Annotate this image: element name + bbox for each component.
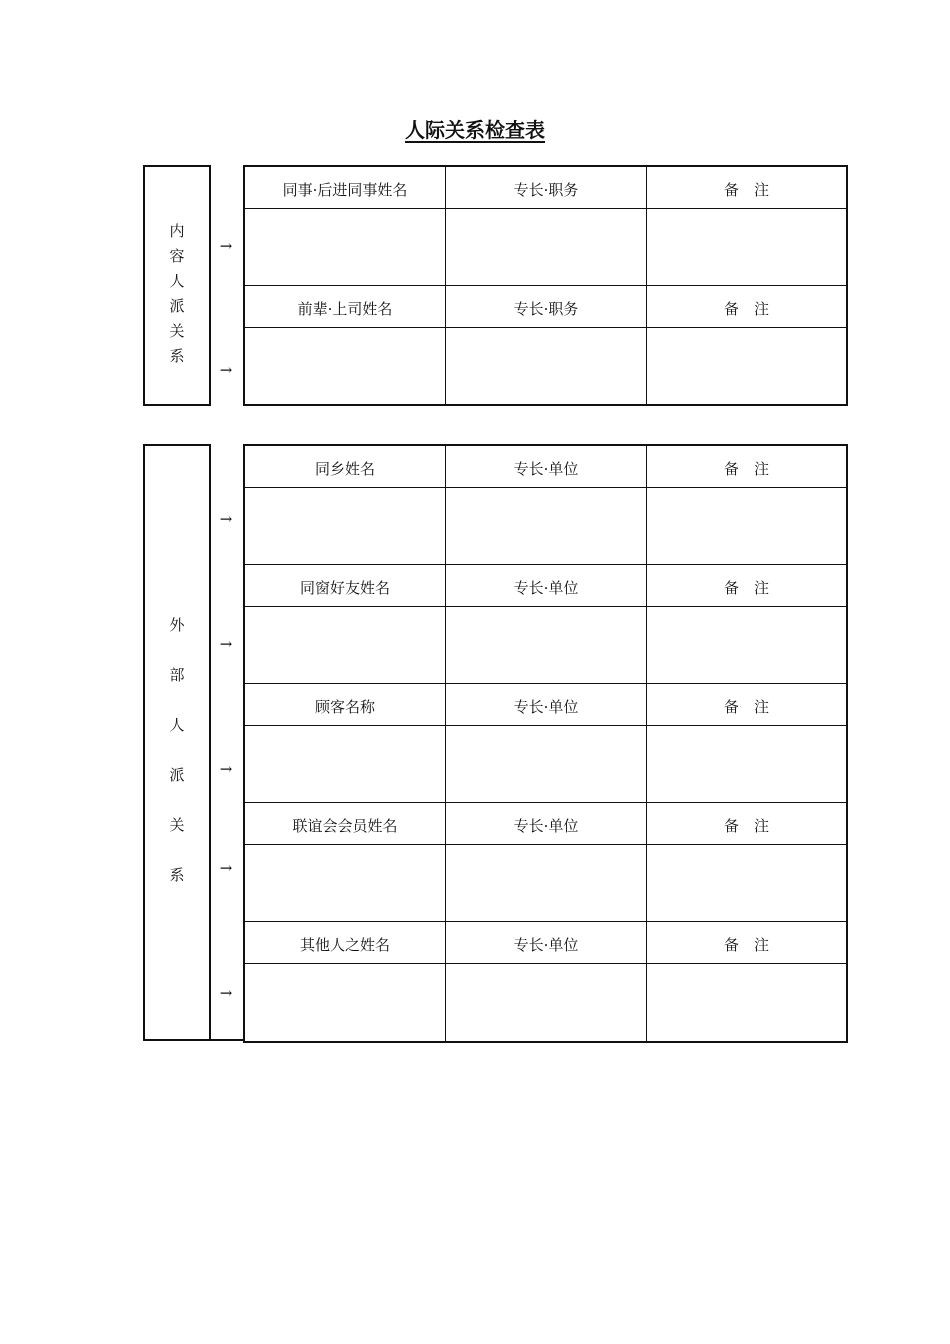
internal-label-char: 派 [169,297,185,315]
arrow-icon: → [219,859,233,877]
name-header: 同窗好友姓名 [299,579,390,597]
table-header-row [245,565,846,607]
internal-label-char: 容 [169,247,185,265]
specialty-header: 专长·单位 [513,460,579,478]
specialty-header: 专长·职务 [513,300,579,318]
table-header-row [245,684,846,726]
table-header-row [245,167,846,209]
external-divider [209,444,211,1040]
note-input-cell[interactable] [647,964,846,1041]
specialty-input-cell[interactable] [446,328,647,404]
arrow-icon: → [219,760,233,778]
arrow-icon: → [219,237,233,255]
external-label-char: 人 [169,716,185,734]
internal-divider [209,165,211,406]
name-header: 前辈·上司姓名 [297,300,393,318]
name-header: 其他人之姓名 [299,936,390,954]
internal-label-char: 系 [169,347,185,365]
external-label-char: 系 [169,866,185,884]
note-header: 备 注 [723,936,769,954]
external-label-char: 部 [169,666,185,684]
internal-label-char: 人 [169,272,185,290]
arrow-icon: → [219,984,233,1002]
table-row [245,328,846,404]
name-input-cell[interactable] [245,488,446,564]
specialty-header: 专长·单位 [513,698,579,716]
name-input-cell[interactable] [245,607,446,683]
table-row [245,607,846,684]
note-header: 备 注 [723,460,769,478]
internal-label-char: 关 [169,322,185,340]
internal-label-char: 内 [169,222,185,240]
name-header: 联谊会会员姓名 [292,817,398,835]
name-input-cell[interactable] [245,726,446,802]
arrow-icon: → [219,361,233,379]
page-title: 人际关系检查表 [405,118,545,142]
name-header: 同事·后进同事姓名 [282,181,408,199]
note-input-cell[interactable] [647,328,846,404]
name-input-cell[interactable] [245,845,446,921]
table-header-row [245,922,846,964]
note-header: 备 注 [723,579,769,597]
table-row [245,964,846,1041]
specialty-header: 专长·职务 [513,181,579,199]
external-bottom-line [143,1039,243,1041]
name-input-cell[interactable] [245,209,446,285]
note-input-cell[interactable] [647,209,846,285]
note-header: 备 注 [723,181,769,199]
internal-table [243,165,848,406]
note-input-cell[interactable] [647,488,846,564]
specialty-header: 专长·单位 [513,936,579,954]
external-label-char: 外 [169,616,185,634]
specialty-input-cell[interactable] [446,726,647,802]
table-header-row [245,803,846,845]
note-input-cell[interactable] [647,845,846,921]
note-input-cell[interactable] [647,726,846,802]
note-header: 备 注 [723,817,769,835]
external-table [243,444,848,1043]
specialty-header: 专长·单位 [513,817,579,835]
specialty-input-cell[interactable] [446,488,647,564]
table-row [245,845,846,922]
note-header: 备 注 [723,698,769,716]
external-label-char: 关 [169,816,185,834]
specialty-header: 专长·单位 [513,579,579,597]
table-row [245,488,846,565]
table-header-row [245,286,846,328]
specialty-input-cell[interactable] [446,964,647,1041]
specialty-input-cell[interactable] [446,845,647,921]
name-header: 顾客名称 [314,698,375,716]
table-row [245,209,846,286]
table-header-row [245,446,846,488]
specialty-input-cell[interactable] [446,607,647,683]
note-header: 备 注 [723,300,769,318]
external-label-box [143,444,211,1040]
name-header: 同乡姓名 [314,460,375,478]
arrow-icon: → [219,635,233,653]
name-input-cell[interactable] [245,328,446,404]
note-input-cell[interactable] [647,607,846,683]
table-row [245,726,846,803]
internal-label-box [143,165,211,406]
arrow-icon: → [219,510,233,528]
external-label-char: 派 [169,766,185,784]
specialty-input-cell[interactable] [446,209,647,285]
name-input-cell[interactable] [245,964,446,1041]
